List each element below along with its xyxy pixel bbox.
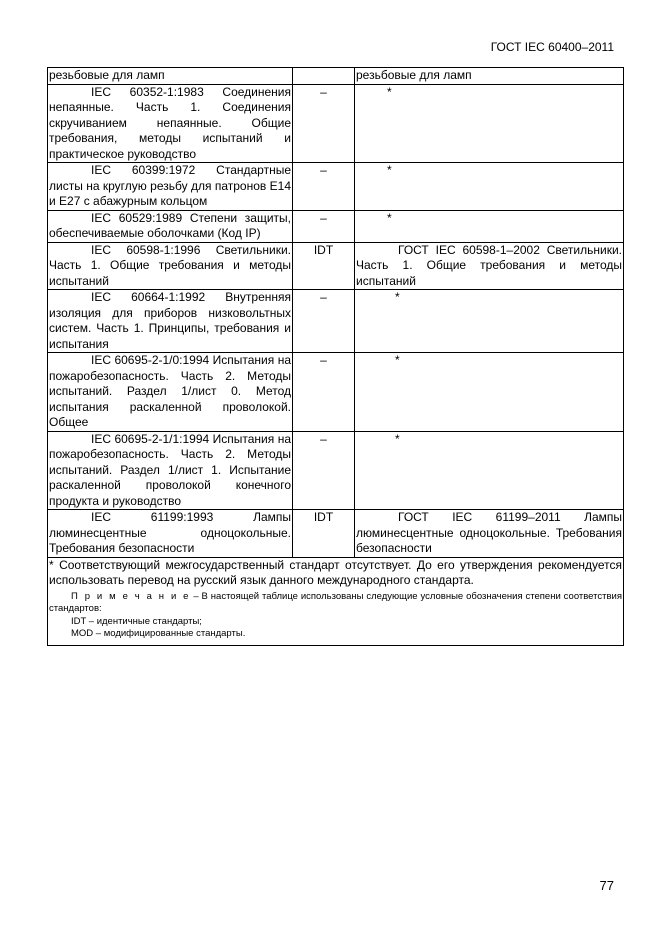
table-row xyxy=(48,68,624,85)
table-row xyxy=(48,163,624,211)
table-row xyxy=(48,510,624,558)
international-standard-cell: резьбовые для ламп xyxy=(48,68,293,85)
interstate-standard-cell: * xyxy=(355,84,624,163)
table-row xyxy=(48,242,624,290)
degree-cell: – xyxy=(293,290,355,353)
degree-cell: – xyxy=(293,84,355,163)
degree-cell: – xyxy=(293,353,355,432)
interstate-standard-cell: ГОСТ IEC 61199–2011 Лампы люминесцентные одноцокольные. Требования безопасности xyxy=(356,510,622,555)
interstate-standard-cell: * xyxy=(355,163,624,211)
degree-cell: IDT xyxy=(293,510,355,558)
table-row xyxy=(48,84,624,163)
note-text: – В настоящей таблице использованы следующие условные обозначения степени соответствия стандартов: xyxy=(49,590,622,614)
interstate-standard-cell: резьбовые для ламп xyxy=(355,68,624,85)
table-row xyxy=(48,353,624,432)
degree-cell xyxy=(293,68,355,85)
international-standard-cell: IEC 60695-2-1/1:1994 Испытания на пожаробезопасность. Часть 2. Методы испытаний. Раздел 1/лист 1. Испытание раскаленной проволокой конечного продукта и руководство xyxy=(49,431,291,508)
note-paragraph xyxy=(49,591,622,616)
international-standard-cell: IEC 61199:1993 Лампы люминесцентные одноцокольные. Требования безопасности xyxy=(49,510,291,555)
note-label: П р и м е ч а н и е xyxy=(71,590,191,602)
table-row xyxy=(48,431,624,510)
interstate-standard-cell: * xyxy=(355,290,624,353)
table-row xyxy=(48,210,624,242)
interstate-standard-cell: ГОСТ IEC 60598-1–2002 Светильники. Часть 1. Общие требования и методы испытаний xyxy=(356,242,622,288)
degree-cell: – xyxy=(293,431,355,510)
footnote-text: * Соответствующий межгосударственный стандарт отсутствует. До его утверждения рекомендуется использовать перевод на русский язык данного международного стандарта. xyxy=(49,557,622,587)
international-standard-cell: IEC 60399:1972 Стандартные листы на круглую резьбу для патронов E14 и E27 с абажурным кольцом xyxy=(49,163,291,208)
table-row xyxy=(48,290,624,353)
interstate-standard-cell: * xyxy=(355,431,624,510)
interstate-standard-cell: * xyxy=(355,210,624,242)
reference-table-container xyxy=(47,67,623,646)
degree-cell: – xyxy=(293,163,355,211)
table-footer-cell xyxy=(48,557,624,645)
international-standard-cell: IEC 60664-1:1992 Внутренняя изоляция для приборов низковольтных систем. Часть 1. Принципы, требования и испытания xyxy=(49,290,291,351)
degree-cell: – xyxy=(293,210,355,242)
international-standard-cell: IEC 60695-2-1/0:1994 Испытания на пожаробезопасность. Часть 2. Методы испытаний. Раздел 1/лист 0. Метод испытания раскаленной проволокой. Общее xyxy=(49,353,291,429)
table-footer-row xyxy=(48,557,624,645)
international-standard-cell: IEC 60529:1989 Степени защиты, обеспечиваемые оболочками (Код IP) xyxy=(49,210,291,240)
page-number: 77 xyxy=(599,878,614,893)
interstate-standard-cell: * xyxy=(355,353,624,432)
degree-cell: IDT xyxy=(293,242,355,290)
international-standard-cell: IEC 60598-1:1996 Светильники. Часть 1. Общие требования и методы испытаний xyxy=(49,242,291,288)
international-standard-cell: IEC 60352-1:1983 Соединения непаянные. Часть 1. Соединения скручиванием непаянные. Общие требования, методы испытаний и практическое руководство xyxy=(49,84,291,161)
reference-table xyxy=(47,67,624,646)
document-header: ГОСТ IEC 60400–2011 xyxy=(490,40,614,54)
note-item-mod: MOD – модифицированные стандарты. xyxy=(71,628,246,639)
note-item-idt: IDT – идентичные стандарты; xyxy=(71,615,202,627)
